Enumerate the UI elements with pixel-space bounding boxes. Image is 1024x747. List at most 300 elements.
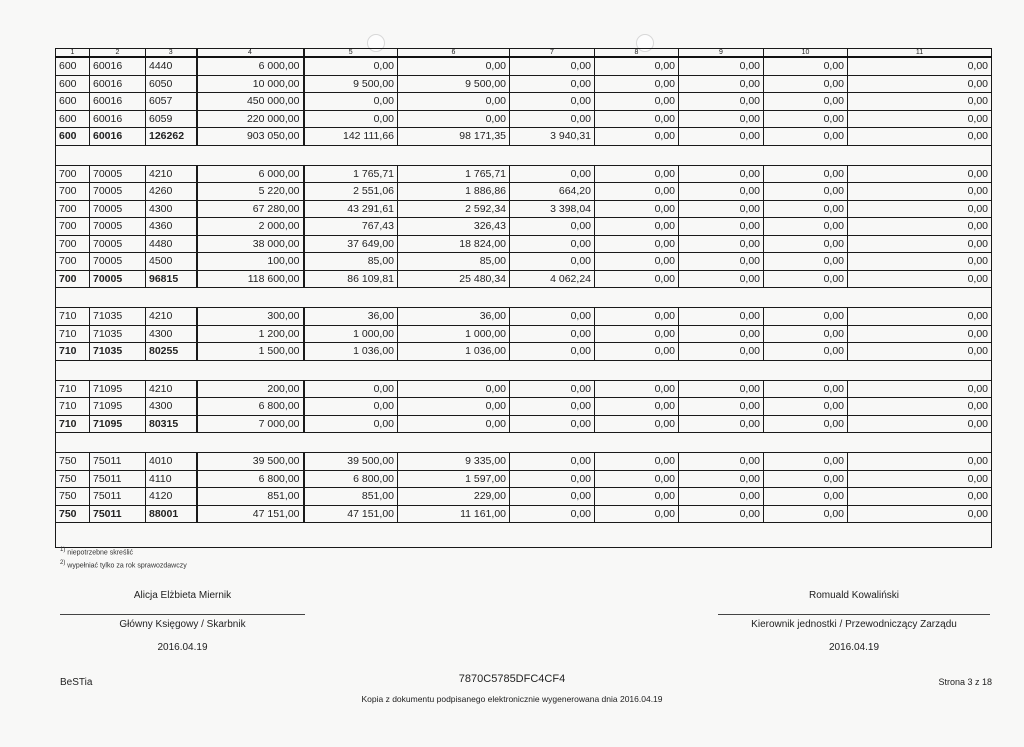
column-number-header: 11 — [848, 49, 992, 58]
table-cell: 0,00 — [764, 308, 848, 326]
table-cell: 750 — [56, 505, 90, 523]
table-cell: 126262 — [146, 128, 197, 146]
table-cell: 0,00 — [848, 93, 992, 111]
table-cell: 0,00 — [595, 270, 679, 288]
table-cell: 39 500,00 — [304, 453, 398, 471]
table-cell: 0,00 — [679, 415, 764, 433]
table-cell: 326,43 — [398, 218, 510, 236]
group-spacer — [56, 523, 992, 548]
table-cell: 450 000,00 — [197, 93, 304, 111]
column-number-header: 9 — [679, 49, 764, 58]
table-cell: 60016 — [90, 75, 146, 93]
table-cell: 1 200,00 — [197, 325, 304, 343]
table-cell: 0,00 — [510, 75, 595, 93]
table-cell: 1 036,00 — [304, 343, 398, 361]
signer-name: Alicja Elżbieta Miernik — [133, 590, 232, 601]
table-cell: 2 551,06 — [304, 183, 398, 201]
table-cell: 96815 — [146, 270, 197, 288]
table-cell: 0,00 — [679, 470, 764, 488]
table-cell: 0,00 — [764, 505, 848, 523]
table-cell: 85,00 — [398, 253, 510, 271]
table-row — [56, 57, 992, 75]
group-spacer — [56, 360, 992, 380]
table-cell: 700 — [56, 253, 90, 271]
table-cell: 3 398,04 — [510, 200, 595, 218]
table-cell: 0,00 — [848, 343, 992, 361]
signature-left — [60, 590, 305, 653]
table-subtotal-row — [56, 505, 992, 523]
table-cell: 0,00 — [848, 235, 992, 253]
table-row — [56, 325, 992, 343]
table-cell: 0,00 — [679, 57, 764, 75]
table-cell: 4300 — [146, 398, 197, 416]
table-row — [56, 110, 992, 128]
table-cell: 0,00 — [764, 343, 848, 361]
table-cell: 0,00 — [304, 380, 398, 398]
table-subtotal-row — [56, 415, 992, 433]
table-cell: 60016 — [90, 128, 146, 146]
table-cell: 0,00 — [848, 453, 992, 471]
table-cell: 0,00 — [595, 110, 679, 128]
table-cell: 0,00 — [595, 343, 679, 361]
spacer-cell — [56, 433, 992, 453]
table-cell: 710 — [56, 325, 90, 343]
table-cell: 0,00 — [595, 253, 679, 271]
table-cell: 4120 — [146, 488, 197, 506]
table-row — [56, 183, 992, 201]
spacer-cell — [56, 360, 992, 380]
table-cell: 0,00 — [398, 93, 510, 111]
table-cell: 6 800,00 — [304, 470, 398, 488]
signature-line — [718, 614, 990, 615]
table-cell: 1 500,00 — [197, 343, 304, 361]
table-cell: 71095 — [90, 415, 146, 433]
table-cell: 4440 — [146, 57, 197, 75]
table-cell: 0,00 — [304, 415, 398, 433]
table-cell: 0,00 — [764, 200, 848, 218]
table-cell: 1 597,00 — [398, 470, 510, 488]
table-cell: 0,00 — [398, 57, 510, 75]
table-cell: 0,00 — [595, 75, 679, 93]
table-cell: 0,00 — [595, 308, 679, 326]
table-cell: 70005 — [90, 218, 146, 236]
table-cell: 0,00 — [764, 110, 848, 128]
column-number-header: 2 — [90, 49, 146, 58]
column-number-header: 10 — [764, 49, 848, 58]
group-spacer — [56, 288, 992, 308]
table-cell: 0,00 — [848, 253, 992, 271]
table-cell: 0,00 — [510, 470, 595, 488]
table-cell: 0,00 — [510, 165, 595, 183]
table-cell: 75011 — [90, 470, 146, 488]
table-cell: 710 — [56, 415, 90, 433]
table-cell: 0,00 — [679, 343, 764, 361]
table-cell: 88001 — [146, 505, 197, 523]
table-cell: 0,00 — [848, 110, 992, 128]
spacer-cell — [56, 288, 992, 308]
table-cell: 0,00 — [679, 183, 764, 201]
table-cell: 0,00 — [848, 415, 992, 433]
table-cell: 0,00 — [679, 253, 764, 271]
table-cell: 6057 — [146, 93, 197, 111]
table-cell: 0,00 — [848, 398, 992, 416]
table-row — [56, 398, 992, 416]
table-cell: 0,00 — [764, 470, 848, 488]
table-cell: 71095 — [90, 380, 146, 398]
table-cell: 0,00 — [595, 398, 679, 416]
footnote-1: $^{1)}$ niepotrzebne skreślić — [60, 547, 134, 557]
table-cell: 6050 — [146, 75, 197, 93]
table-cell: 0,00 — [510, 308, 595, 326]
table-cell: 0,00 — [595, 128, 679, 146]
table-cell: 710 — [56, 398, 90, 416]
table-cell: 36,00 — [398, 308, 510, 326]
table-cell: 70005 — [90, 165, 146, 183]
table-row — [56, 253, 992, 271]
table-cell: 220 000,00 — [197, 110, 304, 128]
table-cell: 60016 — [90, 93, 146, 111]
table-cell: 0,00 — [679, 488, 764, 506]
table-cell: 6059 — [146, 110, 197, 128]
table-cell: 0,00 — [679, 218, 764, 236]
table-cell: 0,00 — [595, 325, 679, 343]
table-row — [56, 235, 992, 253]
table-cell: 0,00 — [764, 488, 848, 506]
table-cell: 75011 — [90, 505, 146, 523]
table-cell: 0,00 — [679, 93, 764, 111]
table-cell: 1 765,71 — [304, 165, 398, 183]
table-cell: 4300 — [146, 200, 197, 218]
table-cell: 1 886,86 — [398, 183, 510, 201]
table-cell: 0,00 — [764, 57, 848, 75]
table-cell: 1 765,71 — [398, 165, 510, 183]
table-cell: 0,00 — [510, 343, 595, 361]
table-cell: 0,00 — [764, 453, 848, 471]
table-cell: 4500 — [146, 253, 197, 271]
table-cell: 0,00 — [679, 75, 764, 93]
signature-date: 2016.04.19 — [828, 642, 880, 653]
table-cell: 4 062,24 — [510, 270, 595, 288]
table-cell: 0,00 — [848, 183, 992, 201]
table-cell: 229,00 — [398, 488, 510, 506]
table-cell: 0,00 — [510, 505, 595, 523]
table-cell: 60016 — [90, 57, 146, 75]
table-cell: 0,00 — [848, 488, 992, 506]
table-cell: 700 — [56, 200, 90, 218]
table-cell: 0,00 — [510, 93, 595, 111]
table-cell: 75011 — [90, 453, 146, 471]
table-cell: 47 151,00 — [304, 505, 398, 523]
table-row — [56, 470, 992, 488]
table-cell: 67 280,00 — [197, 200, 304, 218]
column-number-header: 3 — [146, 49, 197, 58]
table-cell: 36,00 — [304, 308, 398, 326]
table-cell: 71035 — [90, 325, 146, 343]
table-cell: 0,00 — [679, 505, 764, 523]
table-cell: 0,00 — [304, 110, 398, 128]
column-number-header: 4 — [197, 49, 304, 58]
table-cell: 0,00 — [679, 380, 764, 398]
table-cell: 1 000,00 — [304, 325, 398, 343]
column-number-header: 7 — [510, 49, 595, 58]
table-row — [56, 75, 992, 93]
table-cell: 10 000,00 — [197, 75, 304, 93]
table-cell: 0,00 — [595, 488, 679, 506]
table-cell: 0,00 — [304, 57, 398, 75]
table-cell: 1 036,00 — [398, 343, 510, 361]
table-cell: 0,00 — [848, 325, 992, 343]
table-cell: 0,00 — [595, 183, 679, 201]
table-cell: 142 111,66 — [304, 128, 398, 146]
table-cell: 0,00 — [764, 183, 848, 201]
signature-right — [718, 590, 990, 653]
table-cell: 0,00 — [510, 325, 595, 343]
table-cell: 0,00 — [510, 453, 595, 471]
group-spacer — [56, 433, 992, 453]
table-cell: 38 000,00 — [197, 235, 304, 253]
table-cell: 0,00 — [764, 218, 848, 236]
table-cell: 6 000,00 — [197, 57, 304, 75]
table-cell: 100,00 — [197, 253, 304, 271]
table-cell: 600 — [56, 57, 90, 75]
table-cell: 750 — [56, 470, 90, 488]
table-subtotal-row — [56, 270, 992, 288]
table-cell: 6 800,00 — [197, 470, 304, 488]
table-cell: 0,00 — [764, 380, 848, 398]
table-cell: 0,00 — [679, 308, 764, 326]
table-cell: 0,00 — [595, 218, 679, 236]
table-cell: 700 — [56, 183, 90, 201]
table-cell: 0,00 — [510, 398, 595, 416]
table-cell: 75011 — [90, 488, 146, 506]
document-code: 7870C5785DFC4CF4 — [458, 673, 566, 685]
table-cell: 0,00 — [679, 453, 764, 471]
table-cell: 0,00 — [398, 415, 510, 433]
table-cell: 80255 — [146, 343, 197, 361]
table-cell: 4210 — [146, 308, 197, 326]
table-cell: 7 000,00 — [197, 415, 304, 433]
table-row — [56, 200, 992, 218]
table-cell: 98 171,35 — [398, 128, 510, 146]
table-cell: 0,00 — [764, 165, 848, 183]
table-cell: 37 649,00 — [304, 235, 398, 253]
table-cell: 4360 — [146, 218, 197, 236]
table-cell: 0,00 — [848, 270, 992, 288]
table-cell: 700 — [56, 165, 90, 183]
table-cell: 0,00 — [848, 505, 992, 523]
table-cell: 600 — [56, 128, 90, 146]
signature-line — [60, 614, 305, 615]
table-cell: 70005 — [90, 200, 146, 218]
table-cell: 2 000,00 — [197, 218, 304, 236]
table-cell: 0,00 — [848, 75, 992, 93]
table-cell: 0,00 — [848, 200, 992, 218]
table-cell: 0,00 — [510, 415, 595, 433]
table-cell: 0,00 — [595, 165, 679, 183]
spacer-cell — [56, 145, 992, 165]
signer-role: Główny Księgowy / Skarbnik — [119, 619, 246, 630]
table-cell: 71035 — [90, 308, 146, 326]
table-subtotal-row — [56, 343, 992, 361]
footnotes — [60, 545, 187, 572]
table-cell: 0,00 — [398, 398, 510, 416]
table-cell: 0,00 — [510, 110, 595, 128]
table-row — [56, 453, 992, 471]
table-cell: 0,00 — [510, 253, 595, 271]
table-cell: 600 — [56, 93, 90, 111]
table-cell: 0,00 — [304, 93, 398, 111]
table-cell: 1 000,00 — [398, 325, 510, 343]
table-cell: 0,00 — [679, 128, 764, 146]
column-number-header: 1 — [56, 49, 90, 58]
table-cell: 0,00 — [848, 128, 992, 146]
table-row — [56, 488, 992, 506]
table-cell: 0,00 — [848, 470, 992, 488]
table-cell: 0,00 — [848, 57, 992, 75]
table-cell: 0,00 — [848, 380, 992, 398]
table-cell: 0,00 — [848, 165, 992, 183]
table-cell: 11 161,00 — [398, 505, 510, 523]
table-cell: 3 940,31 — [510, 128, 595, 146]
table-cell: 0,00 — [510, 235, 595, 253]
table-cell: 700 — [56, 270, 90, 288]
column-number-header: 6 — [398, 49, 510, 58]
table-cell: 9 500,00 — [304, 75, 398, 93]
table-cell: 6 800,00 — [197, 398, 304, 416]
table-cell: 70005 — [90, 183, 146, 201]
table-cell: 0,00 — [510, 488, 595, 506]
table-cell: 4010 — [146, 453, 197, 471]
table-cell: 0,00 — [595, 235, 679, 253]
table-cell: 71035 — [90, 343, 146, 361]
table-cell: 70005 — [90, 253, 146, 271]
table-cell: 851,00 — [197, 488, 304, 506]
table-cell: 700 — [56, 235, 90, 253]
table-cell: 0,00 — [848, 218, 992, 236]
table-cell: 700 — [56, 218, 90, 236]
table-row — [56, 218, 992, 236]
table-cell: 47 151,00 — [197, 505, 304, 523]
footnote-2: $^{2)}$ wypełniać tylko za rok sprawozdawczy — [60, 560, 187, 570]
table-cell: 4210 — [146, 165, 197, 183]
table-cell: 200,00 — [197, 380, 304, 398]
table-cell: 6 000,00 — [197, 165, 304, 183]
signer-name: Romuald Kowaliński — [808, 590, 900, 601]
table-cell: 4480 — [146, 235, 197, 253]
table-cell: 9 500,00 — [398, 75, 510, 93]
table-cell: 70005 — [90, 235, 146, 253]
signature-date: 2016.04.19 — [157, 642, 208, 653]
table-row — [56, 380, 992, 398]
table-cell: 0,00 — [595, 57, 679, 75]
table-cell: 70005 — [90, 270, 146, 288]
table-cell: 300,00 — [197, 308, 304, 326]
table-cell: 0,00 — [764, 128, 848, 146]
table-subtotal-row — [56, 128, 992, 146]
table-cell: 0,00 — [848, 308, 992, 326]
table-cell: 750 — [56, 453, 90, 471]
table-cell: 4110 — [146, 470, 197, 488]
table-cell: 85,00 — [304, 253, 398, 271]
table-cell: 18 824,00 — [398, 235, 510, 253]
table-cell: 9 335,00 — [398, 453, 510, 471]
table-cell: 0,00 — [679, 270, 764, 288]
table-cell: 5 220,00 — [197, 183, 304, 201]
table-cell: 600 — [56, 110, 90, 128]
table-cell: 710 — [56, 343, 90, 361]
table-cell: 0,00 — [764, 75, 848, 93]
footer-note: Kopia z dokumentu podpisanego elektronicznie wygenerowana dnia 2016.04.19 — [361, 694, 663, 704]
table-cell: 0,00 — [398, 380, 510, 398]
table-cell: 903 050,00 — [197, 128, 304, 146]
table-cell: 39 500,00 — [197, 453, 304, 471]
table-cell: 0,00 — [398, 110, 510, 128]
group-spacer — [56, 145, 992, 165]
table-cell: 0,00 — [764, 398, 848, 416]
signer-role: Kierownik jednostki / Przewodniczący Zarządu — [751, 619, 957, 630]
table-cell: 80315 — [146, 415, 197, 433]
table-cell: 0,00 — [679, 165, 764, 183]
table-cell: 0,00 — [679, 235, 764, 253]
footer-app-name: BeSTia — [60, 677, 93, 688]
table-cell: 0,00 — [510, 57, 595, 75]
table-cell: 60016 — [90, 110, 146, 128]
table-cell: 0,00 — [764, 270, 848, 288]
table-cell: 0,00 — [595, 380, 679, 398]
table-cell: 86 109,81 — [304, 270, 398, 288]
table-cell: 0,00 — [595, 505, 679, 523]
table-row — [56, 93, 992, 111]
table-cell: 0,00 — [304, 398, 398, 416]
table-cell: 0,00 — [679, 110, 764, 128]
table-cell: 0,00 — [679, 325, 764, 343]
table-cell: 2 592,34 — [398, 200, 510, 218]
table-cell: 710 — [56, 308, 90, 326]
table-cell: 0,00 — [595, 470, 679, 488]
report-table — [55, 48, 992, 548]
table-cell: 851,00 — [304, 488, 398, 506]
table-header-row — [56, 49, 992, 58]
table-cell: 0,00 — [764, 415, 848, 433]
table-cell: 4260 — [146, 183, 197, 201]
table-cell: 0,00 — [595, 415, 679, 433]
column-number-header: 8 — [595, 49, 679, 58]
table-cell: 0,00 — [595, 200, 679, 218]
table-cell: 710 — [56, 380, 90, 398]
table-cell: 600 — [56, 75, 90, 93]
table-cell: 0,00 — [595, 453, 679, 471]
table-cell: 118 600,00 — [197, 270, 304, 288]
table-cell: 0,00 — [764, 235, 848, 253]
spacer-cell — [56, 523, 992, 548]
table-cell: 71095 — [90, 398, 146, 416]
table-cell: 750 — [56, 488, 90, 506]
table-cell: 4300 — [146, 325, 197, 343]
table-cell: 25 480,34 — [398, 270, 510, 288]
table-row — [56, 308, 992, 326]
table-cell: 0,00 — [764, 325, 848, 343]
table-cell: 0,00 — [510, 380, 595, 398]
table-cell: 0,00 — [679, 398, 764, 416]
table-cell: 767,43 — [304, 218, 398, 236]
table-cell: 0,00 — [510, 218, 595, 236]
table-cell: 664,20 — [510, 183, 595, 201]
table-row — [56, 165, 992, 183]
table-cell: 0,00 — [764, 253, 848, 271]
column-number-header: 5 — [304, 49, 398, 58]
table-cell: 0,00 — [595, 93, 679, 111]
table-cell: 43 291,61 — [304, 200, 398, 218]
